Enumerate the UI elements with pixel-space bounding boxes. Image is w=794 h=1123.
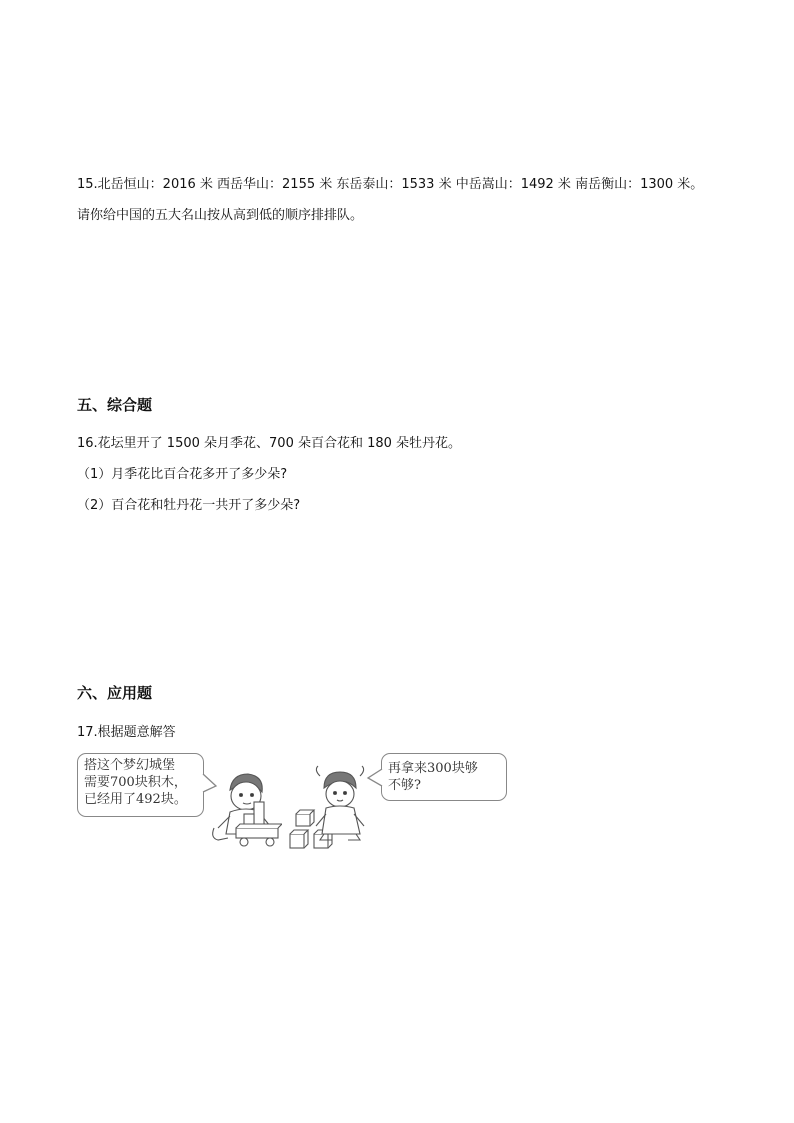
castle-blocks: [232, 796, 282, 848]
girl-illustration: [310, 764, 372, 844]
section-5-title: 五、综合题: [77, 396, 153, 414]
q16-sub2: （2）百合花和牡丹花一共开了多少朵?: [77, 498, 301, 513]
section-6-title: 六、应用题: [77, 684, 153, 702]
q15-line1: 15.北岳恒山：2016 米 西岳华山：2155 米 东岳泰山：1533 米 中岳嵩山：1492 米 南岳衡山：1300 米。: [77, 177, 704, 192]
girl-speech-bubble: [381, 753, 507, 801]
q16-sub1: （1）月季花比百合花多开了多少朵?: [77, 467, 288, 482]
q17-stem: 17.根据题意解答: [77, 725, 176, 740]
boy-bubble-line-1: 搭这个梦幻城堡: [84, 758, 176, 773]
boy-speech-bubble: [77, 753, 204, 817]
boy-bubble-line-2: 需要700块积木，: [84, 775, 187, 790]
girl-bubble-line-1: 再拿来300块够: [388, 761, 478, 776]
boy-bubble-line-3: 已经用了492块。: [84, 792, 187, 807]
q16-stem: 16.花坛里开了 1500 朵月季花、700 朵百合花和 180 朵牡丹花。: [77, 436, 462, 451]
q15-line2: 请你给中国的五大名山按从高到低的顺序排排队。: [77, 208, 364, 223]
girl-bubble-line-2: 不够?: [388, 778, 421, 793]
